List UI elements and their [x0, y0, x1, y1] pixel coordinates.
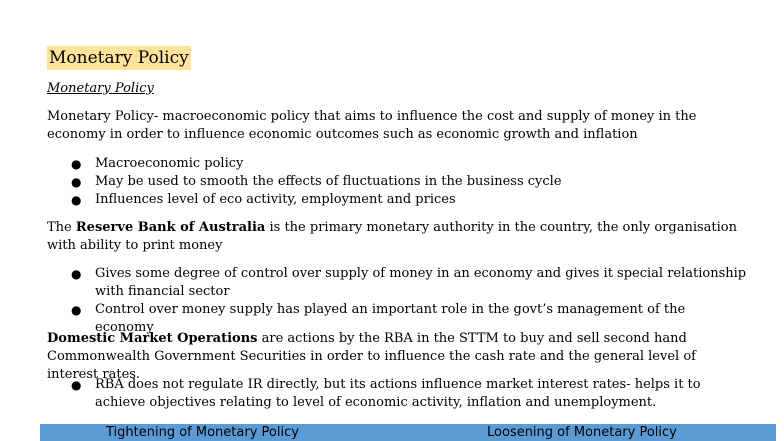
table-header-loosening: Loosening of Monetary Policy: [487, 425, 677, 440]
bullet-icon: ●: [71, 378, 82, 392]
bullet-list-3: [47, 376, 747, 412]
table-header-row: [40, 424, 776, 441]
intro-paragraph: Monetary Policy- macroeconomic policy that aims to influence the cost and supply of money in the economy in order to influence economic outcomes such as economic growth and inflation: [47, 109, 697, 142]
bullet-icon: ●: [71, 193, 82, 207]
bullet-icon: ●: [71, 303, 82, 317]
list-item: ● RBA does not regulate IR directly, but its actions influence market interest rates- helps it to achieve objectives relating to level of economic activity, inflation and unemployment.: [71, 377, 701, 410]
list-item: ● Control over money supply has played an important role in the govt’s management of the economy: [71, 302, 686, 335]
rba-paragraph: The Reserve Bank of Australia is the primary monetary authority in the country, the only organisation with ability to print money: [47, 220, 738, 253]
rba-bold-term: Reserve Bank of Australia: [75, 220, 266, 235]
list-item: ● Influences level of eco activity, employment and prices: [71, 192, 456, 207]
table-header-tightening: Tightening of Monetary Policy: [106, 425, 299, 440]
list-item: ● Gives some degree of control over supply of money in an economy and gives it special relationship with financial sector: [71, 266, 747, 299]
section-subtitle: Monetary Policy: [47, 81, 154, 96]
page-title: Monetary Policy: [49, 48, 189, 68]
bullet-list-1: [47, 155, 747, 209]
bullet-icon: ●: [71, 267, 82, 281]
dmo-bold-term: Domestic Market Operations: [47, 331, 258, 346]
bullet-list-2: [47, 265, 747, 337]
list-item: ● Macroeconomic policy: [71, 156, 244, 171]
bullet-icon: ●: [71, 175, 82, 189]
list-item: ● May be used to smooth the effects of fluctuations in the business cycle: [71, 174, 562, 189]
dmo-paragraph: Domestic Market Operations are actions by the RBA in the STTM to buy and sell second hand Commonwealth Government Securities in order to influence the cash rate and the general level of interest rates.: [47, 331, 696, 382]
bullet-icon: ●: [71, 157, 82, 171]
